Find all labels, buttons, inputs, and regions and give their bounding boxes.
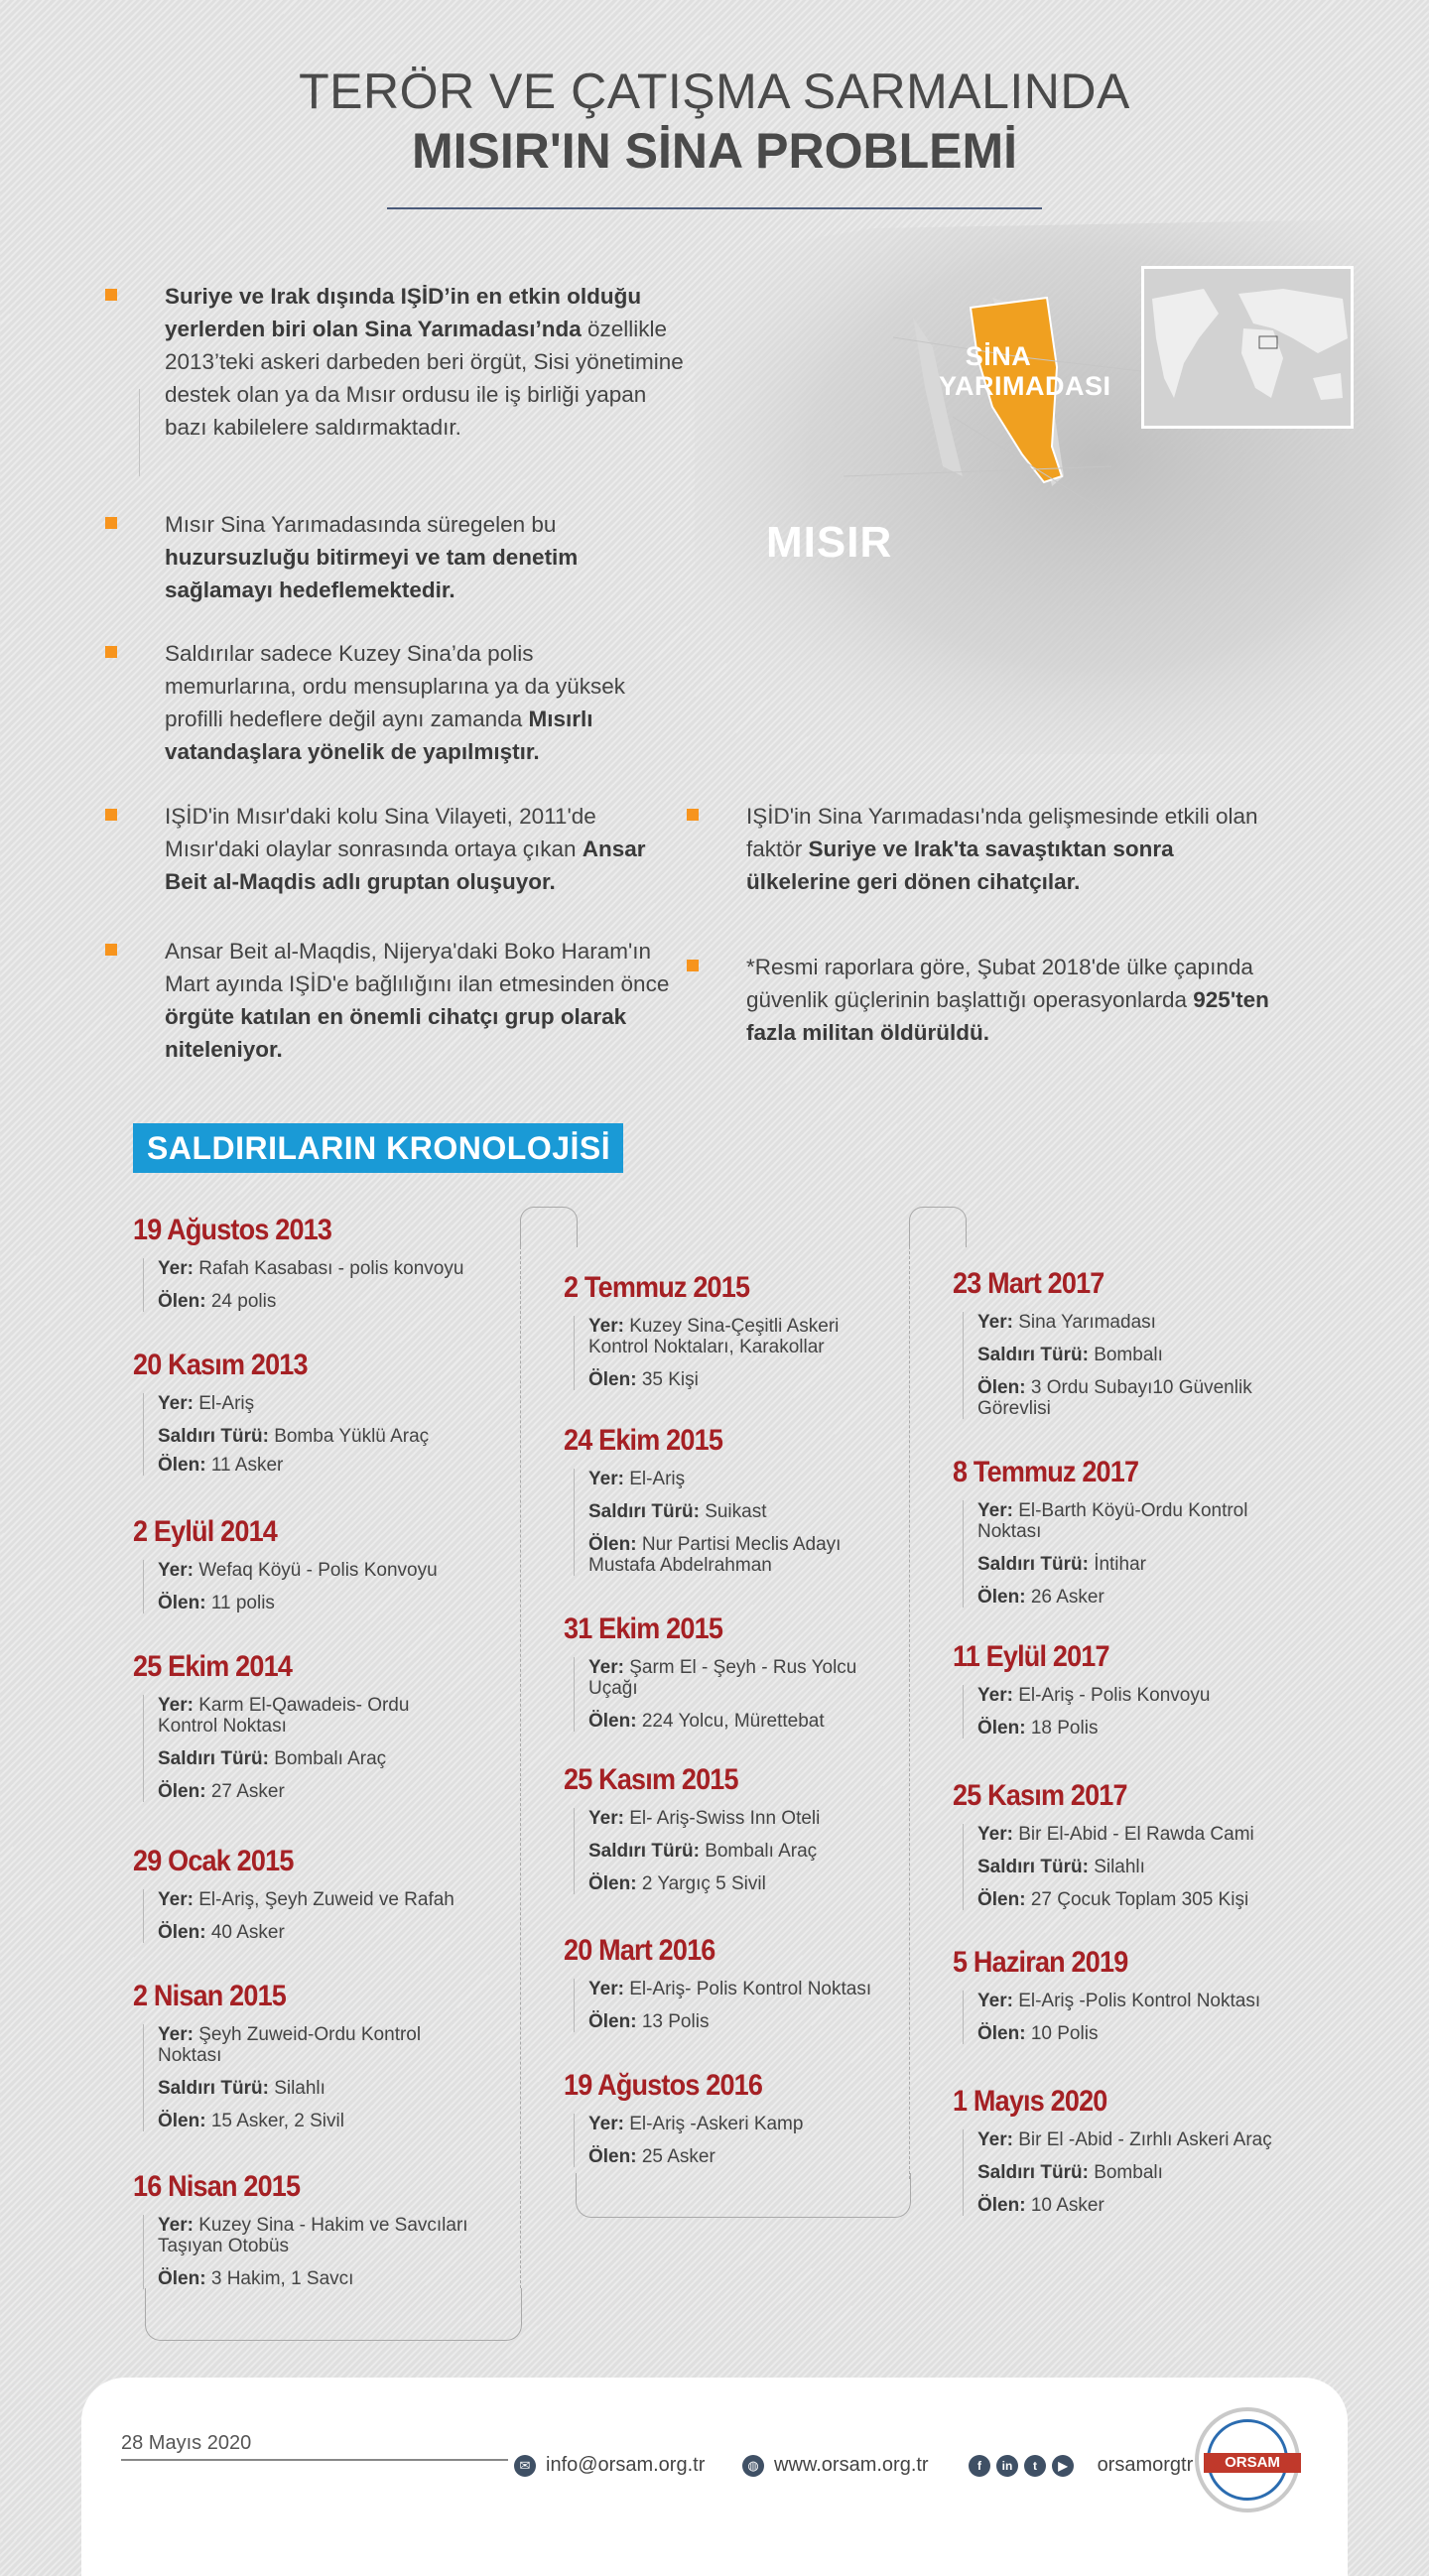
bullet-isid-sina <box>135 280 691 444</box>
chronology-title: SALDIRILARIN KRONOLOJİSİ <box>133 1123 623 1173</box>
website-link[interactable]: ◍ www.orsam.org.tr <box>742 2451 929 2479</box>
event-date: 29 Ocak 2015 <box>133 1845 294 1877</box>
event-date: 8 Temmuz 2017 <box>953 1456 1139 1488</box>
title-divider <box>387 207 1042 209</box>
timeline-dash <box>909 1246 910 2179</box>
event-25-kasim-2015 <box>564 1762 881 1894</box>
timeline-connector <box>576 2173 911 2218</box>
footer-rule <box>121 2459 508 2461</box>
event-date: 25 Kasım 2017 <box>953 1779 1127 1812</box>
event-16-nisan-2015 <box>133 2169 490 2289</box>
footer <box>81 2378 1348 2576</box>
event-details: Yer: Kuzey Sina-Çeşitli Askeri Kontrol Noktaları, Karakollar Ölen: 35 Kişi <box>574 1316 881 1390</box>
event-details: Yer: Şarm El - Şeyh - Rus Yolcu Uçağı Ölen: 224 Yolcu, Mürettebat <box>574 1657 881 1732</box>
bullet-text: *Resmi raporlara göre, Şubat 2018'de ülke çapında güvenlik güçlerinin başlattığı operasyonlarda 925'ten fazla militan öldürüldü. <box>746 955 1269 1045</box>
timeline-dash <box>520 1246 521 2288</box>
bullet-marker <box>105 809 117 821</box>
youtube-icon[interactable]: ▶ <box>1052 2455 1074 2477</box>
event-details: Yer: Rafah Kasabası - polis konvoyu Ölen: 24 polis <box>143 1258 490 1312</box>
bullet-sina-vilayeti <box>135 800 651 898</box>
event-25-kasim-2017 <box>953 1778 1290 1910</box>
event-23-mart-2017 <box>953 1266 1280 1419</box>
event-details: Yer: El-Ariş -Askeri Kamp Ölen: 25 Asker <box>574 2114 901 2167</box>
event-details: Yer: Karm El-Qawadeis- Ordu Kontrol Noktası Saldırı Türü: Bombalı Araç Ölen: 27 Asker <box>143 1695 451 1802</box>
timeline-connector <box>909 1207 967 1247</box>
bullet-marker <box>687 960 699 971</box>
event-date: 20 Kasım 2013 <box>133 1349 308 1381</box>
event-details: Yer: El-Ariş -Polis Kontrol Noktası Ölen: 10 Polis <box>963 1991 1290 2044</box>
globe-icon: ◍ <box>742 2455 764 2477</box>
event-date: 2 Nisan 2015 <box>133 1980 287 2012</box>
email-link[interactable]: ✉ info@orsam.org.tr <box>514 2451 705 2479</box>
event-details: Yer: El-Ariş- Polis Kontrol Noktası Ölen: 13 Polis <box>574 1979 901 2032</box>
bullet-marker <box>105 517 117 529</box>
event-details: Yer: Sina Yarımadası Saldırı Türü: Bombalı Ölen: 3 Ordu Subayı10 Güvenlik Görevlisi <box>963 1312 1280 1419</box>
event-24-ekim-2015 <box>564 1423 881 1576</box>
twitter-icon[interactable]: t <box>1024 2455 1046 2477</box>
timeline-connector <box>520 1207 578 1247</box>
event-details: Yer: Şeyh Zuweid-Ordu Kontrol Noktası Saldırı Türü: Silahlı Ölen: 15 Asker, 2 Sivil <box>143 2024 451 2131</box>
bullet-marker <box>105 289 117 301</box>
event-date: 2 Temmuz 2015 <box>564 1271 750 1304</box>
event-date: 16 Nisan 2015 <box>133 2170 301 2203</box>
sinai-map <box>695 218 1429 754</box>
event-2-temmuz-2015 <box>564 1270 881 1390</box>
event-details: Yer: El-Ariş, Şeyh Zuweid ve Rafah Ölen: 40 Asker <box>143 1889 490 1943</box>
logo-text: ORSAM <box>1204 2453 1301 2473</box>
bullet-cihatcilar <box>716 800 1272 898</box>
bullet-huzursuzluk <box>135 508 671 606</box>
event-details: Yer: El- Ariş-Swiss Inn Oteli Saldırı Türü: Bombalı Araç Ölen: 2 Yargıç 5 Sivil <box>574 1808 881 1894</box>
event-31-ekim-2015 <box>564 1611 881 1732</box>
event-1-mayis-2020 <box>953 2084 1300 2216</box>
linkedin-icon[interactable]: in <box>996 2455 1018 2477</box>
event-date: 19 Ağustos 2016 <box>564 2069 763 2102</box>
event-details: Yer: El-Ariş Saldırı Türü: Suikast Ölen: Nur Partisi Meclis Adayı Mustafa Abdelrahman <box>574 1469 881 1576</box>
bullet-text: IŞİD'in Mısır'daki kolu Sina Vilayeti, 2011'de Mısır'daki olaylar sonrasında ortaya çıkan Ansar Beit al-Maqdis adlı gruptan oluşuyor. <box>165 804 646 894</box>
bullet-text: Ansar Beit al-Maqdis, Nijerya'daki Boko Haram'ın Mart ayında IŞİD'e bağlılığını ilan etmesinden önce örgüte katılan en önemli cihatçı grup olarak niteleniyor. <box>165 939 670 1062</box>
event-date: 25 Ekim 2014 <box>133 1650 293 1683</box>
bullet-resmi-rapor <box>716 951 1272 1049</box>
event-25-ekim-2014 <box>133 1649 451 1802</box>
event-5-haziran-2019 <box>953 1945 1290 2044</box>
bullet-text: Mısır Sina Yarımadasında süregelen bu huzursuzluğu bitirmeyi ve tam denetim sağlamayı hedeflemektedir. <box>165 512 579 602</box>
event-date: 11 Eylül 2017 <box>953 1640 1109 1673</box>
event-date: 19 Ağustos 2013 <box>133 1214 332 1246</box>
event-details: Yer: Wefaq Köyü - Polis Konvoyu Ölen: 11 polis <box>143 1560 490 1613</box>
bullet-text: IŞİD'in Sina Yarımadası'nda gelişmesinde etkili olan faktör Suriye ve Irak'ta savaştıktan sonra ülkelerine geri dönen cihatçılar. <box>746 804 1258 894</box>
event-19-agustos-2013 <box>133 1213 490 1312</box>
event-details: Yer: El-Ariş - Polis Konvoyu Ölen: 18 Polis <box>963 1685 1280 1739</box>
event-details: Yer: El-Ariş Saldırı Türü: Bomba Yüklü Araç Ölen: 11 Asker <box>143 1393 490 1476</box>
event-date: 31 Ekim 2015 <box>564 1612 723 1645</box>
event-details: Yer: El-Barth Köyü-Ordu Kontrol Noktası Saldırı Türü: İntihar Ölen: 26 Asker <box>963 1500 1280 1608</box>
event-20-kasim-2013 <box>133 1348 490 1476</box>
bullet-marker <box>105 944 117 956</box>
sina-label: SİNA YARIMADASI <box>939 341 1111 401</box>
page-title <box>0 62 1429 181</box>
event-19-agustos-2016 <box>564 2068 901 2167</box>
event-11-eylul-2017 <box>953 1639 1280 1739</box>
timeline-connector <box>145 2288 522 2341</box>
social-handle: orsamorgtr <box>1097 2454 1194 2476</box>
event-date: 23 Mart 2017 <box>953 1267 1104 1300</box>
social-links <box>969 2451 1193 2479</box>
facebook-icon[interactable]: f <box>969 2455 990 2477</box>
misir-label: MISIR <box>766 518 893 567</box>
event-date: 24 Ekim 2015 <box>564 1424 723 1457</box>
title-line-2: MISIR'IN SİNA PROBLEMİ <box>411 123 1018 179</box>
bullet-text: Suriye ve Irak dışında IŞİD’in en etkin olduğu yerlerden biri olan Sina Yarımadası’nda özellikle 2013’teki askeri darbeden beri örgüt, Sisi yönetimine destek olan ya da Mısır ordusu ile iş birliği yapan bazı kabilelere saldırmaktadır. <box>165 284 684 440</box>
bullet-marker <box>687 809 699 821</box>
event-date: 2 Eylül 2014 <box>133 1515 278 1548</box>
event-date: 5 Haziran 2019 <box>953 1946 1128 1979</box>
event-2-nisan-2015 <box>133 1979 451 2131</box>
bullet-ansar <box>135 935 691 1066</box>
event-29-ocak-2015 <box>133 1844 490 1943</box>
bullet-marker <box>105 646 117 658</box>
event-20-mart-2016 <box>564 1933 901 2032</box>
bullet-saldirilar <box>135 637 651 768</box>
event-date: 1 Mayıs 2020 <box>953 2085 1107 2118</box>
event-details: Yer: Kuzey Sina - Hakim ve Savcıları Taşıyan Otobüs Ölen: 3 Hakim, 1 Savcı <box>143 2215 490 2289</box>
envelope-icon: ✉ <box>514 2455 536 2477</box>
event-date: 25 Kasım 2015 <box>564 1763 738 1796</box>
publish-date: 28 Mayıs 2020 <box>121 2432 252 2454</box>
world-inset-map <box>1141 266 1354 429</box>
title-line-1: TERÖR VE ÇATIŞMA SARMALINDA <box>299 64 1130 119</box>
orsam-logo <box>1195 2407 1300 2512</box>
event-details: Yer: Bir El-Abid - El Rawda Cami Saldırı Türü: Silahlı Ölen: 27 Çocuk Toplam 305 Kişi <box>963 1824 1290 1910</box>
bullet-text: Saldırılar sadece Kuzey Sina’da polis memurlarına, ordu mensuplarına ya da yüksek profilli hedeflere değil aynı zamanda Mısırlı vatandaşlara yönelik de yapılmıştır. <box>165 641 625 764</box>
event-details: Yer: Bir El -Abid - Zırhlı Askeri Araç Saldırı Türü: Bombalı Ölen: 10 Asker <box>963 2129 1300 2216</box>
event-2-eylul-2014 <box>133 1514 490 1613</box>
event-8-temmuz-2017 <box>953 1455 1280 1608</box>
event-date: 20 Mart 2016 <box>564 1934 715 1967</box>
